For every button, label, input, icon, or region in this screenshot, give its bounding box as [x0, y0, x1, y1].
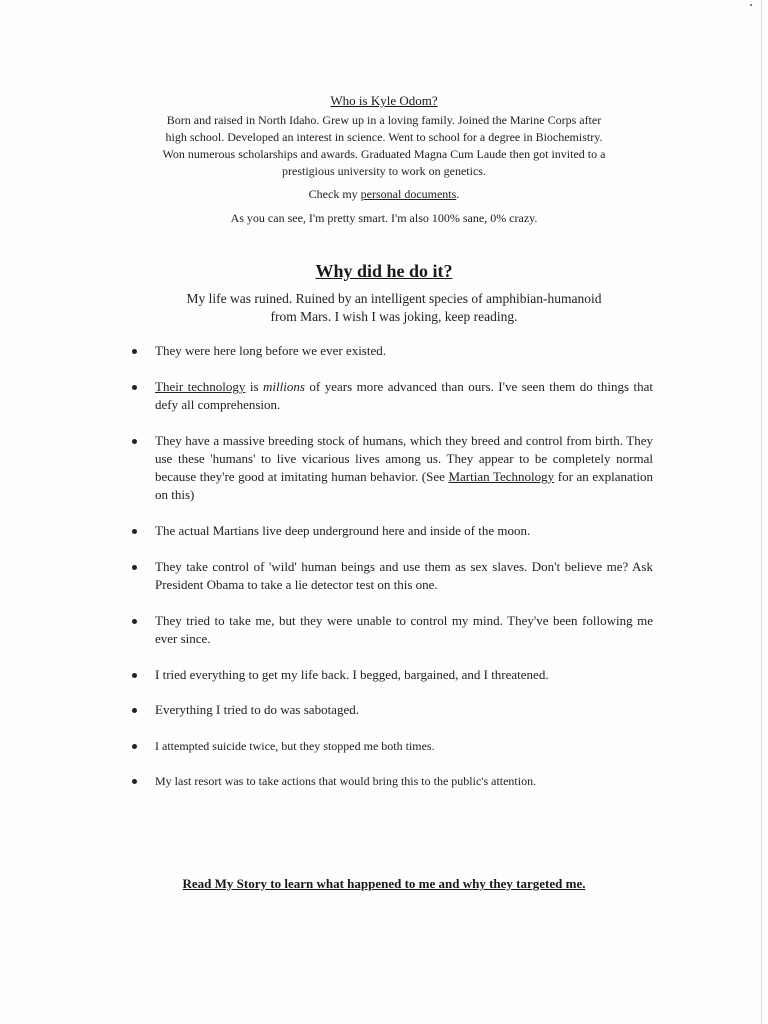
list-item-text: of years more advanced than ours. I've seen them do things that defy all comprehension. [155, 379, 653, 412]
list-item [155, 342, 653, 360]
bio-line: Born and raised in North Idaho. Grew up in a loving family. Joined the Marine Corps after [166, 113, 602, 127]
bullet-dot [132, 439, 137, 444]
list-item [155, 772, 653, 790]
bio-line: high school. Developed an interest in science. Went to school for a degree in Biochemistry. [165, 130, 603, 144]
bullet-dot [132, 708, 137, 713]
bullet-dot [132, 619, 137, 624]
list-item [155, 432, 653, 504]
check-suffix: . [456, 187, 460, 201]
their-technology-link[interactable]: Their technology [155, 379, 246, 394]
bullet-dot [132, 779, 137, 784]
check-prefix: Check my [308, 187, 361, 201]
list-item-text: I attempted suicide twice, but they stopped me both times. [155, 739, 435, 753]
list-item [155, 522, 653, 540]
list-item-text: I tried everything to get my life back. I begged, bargained, and I threatened. [155, 667, 549, 682]
list-item-text: The actual Martians live deep underground here and inside of the moon. [155, 523, 531, 538]
section-title-who: Who is Kyle Odom? [330, 93, 438, 108]
emphasis-text: millions [263, 379, 305, 394]
list-item [155, 701, 653, 719]
bullet-dot [132, 349, 137, 354]
list-item-text: They take control of 'wild' human beings and use them as sex slaves. Don't believe me? Ask President Obama to take a lie detector test on this one. [155, 559, 653, 592]
personal-documents-link[interactable]: personal documents [360, 187, 457, 201]
list-item [155, 666, 653, 684]
read-my-story-link[interactable]: Read My Story to learn what happened to me and why they targeted me. [182, 876, 586, 891]
intro-line: from Mars. I wish I was joking, keep reading. [270, 309, 518, 324]
martian-technology-link[interactable]: Martian Technology [448, 469, 555, 484]
list-item-text: Everything I tried to do was sabotaged. [155, 702, 359, 717]
sanity-statement: As you can see, I'm pretty smart. I'm also 100% sane, 0% crazy. [230, 211, 538, 225]
list-item-text: They have a massive breeding stock of humans, which they breed and control from birth. They use these 'humans' to live vicarious lives among us. They appear to be completely normal because they're good at imitating human behavior. (See [155, 433, 653, 484]
bullet-dot [132, 673, 137, 678]
list-item-text: They were here long before we ever existed. [155, 343, 386, 358]
list-item [155, 558, 653, 594]
list-item-text: My last resort was to take actions that would bring this to the public's attention. [155, 774, 537, 788]
bullet-dot [132, 744, 137, 749]
bullet-dot [132, 529, 137, 534]
bio-line: Won numerous scholarships and awards. Graduated Magna Cum Laude then got invited to a [162, 147, 606, 161]
bullet-dot [132, 385, 137, 390]
list-item [155, 378, 653, 414]
intro-line: My life was ruined. Ruined by an intelligent species of amphibian-humanoid [186, 291, 602, 306]
bio-line: prestigious university to work on genetics. [282, 164, 486, 178]
list-item-text: They tried to take me, but they were unable to control my mind. They've been following me ever since. [155, 613, 653, 646]
list-item-text: is [245, 379, 264, 394]
section-title-why: Why did he do it? [315, 261, 453, 281]
list-item [155, 737, 653, 755]
list-item [155, 612, 653, 648]
list-item-text: for an explanation on this) [155, 469, 654, 502]
bullet-dot [132, 565, 137, 570]
